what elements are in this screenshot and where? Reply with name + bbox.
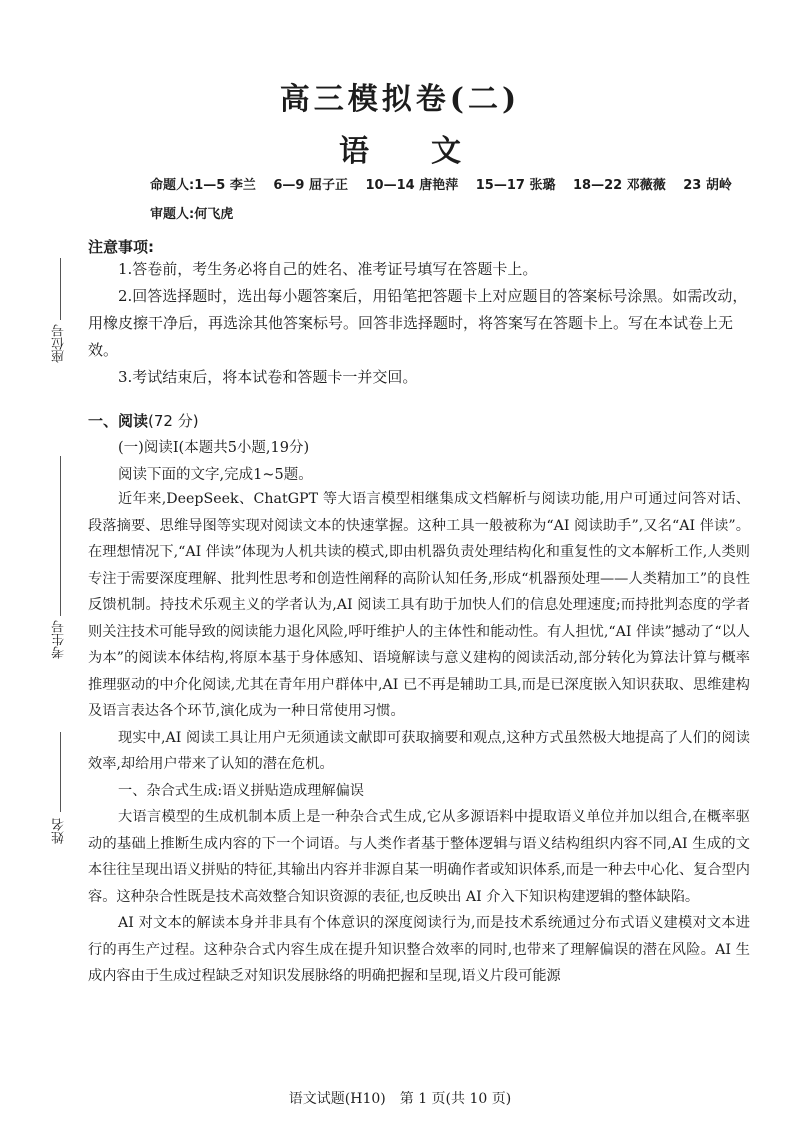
passage-paragraph: 近年来,DeepSeek、ChatGPT 等大语言模型相继集成文档解析与阅读功能,用户可通过问答对话、段落摘要、思维导图等实现对阅读文本的快速掌握。这种工具一般被称为“AI 阅读助手”,又名“AI 伴读”。在理想情况下,“AI 伴读”体现为人机共读的模式,即由机器负责处理结构化和重复性的文本解析工作,人类则专注于需要深度理解、批判性思考和创造性阐释的高阶认知任务,形成“机器预处理——人类精加工”的良性反馈机制。持技术乐观主义的学者认为,AI 阅读工具有助于加快人们的信息处理速度;而持批判态度的学者则关注技术可能导致的阅读能力退化风险,呼吁维护人的主体性和能动性。有人担忧,“AI 伴读”撼动了“以人为本”的阅读本体结构,将原本基于身体感知、语境解读与意义建构的阅读活动,部分转化为算法计算与概率推理驱动的中介化阅读,尤其在青年用户群体中,AI 已不再是辅助工具,而是已深度嵌入知识获取、思维建构及语言表达各个环节,演化成为一种日常使用习惯。 [88,491,750,719]
passage-subheading: 一、杂合式生成:语义拼贴造成理解偏误 [118,782,364,799]
passage-paragraph: 现实中,AI 阅读工具让用户无须通读文献即可获取摘要和观点,这种方式虽然极大地提高了人们的阅读效率,却给用户带来了认知的潜在危机。 [88,729,750,772]
seat-number-label: 座位号 [52,324,67,363]
passage-paragraph: 大语言模型的生成机制本质上是一种杂合式生成,它从多源语料中提取语义单位并加以组合,在概率驱动的基础上推断生成内容的下一个词语。与人类作者基于整体逻辑与语义结构组织内容不同,AI 生成的文本往往呈现出语义拼贴的特征,其输出内容并非源自某一明确作者或知识体系,而是一种去中心化、复合型内容。这种杂合性既是技术高效整合知识资源的表征,也反映出 AI 介入下知识构建逻辑的整体缺陷。 [88,809,750,905]
notice-item: 3.考试结束后，将本试卷和答题卡一并交回。 [118,368,418,386]
setter-entry: 15—17 张璐 [475,178,556,193]
setter-entry: 23 胡岭 [683,178,732,193]
reading-instruction: 阅读下面的文字,完成1~5题。 [118,467,313,483]
notice-item: 2.回答选择题时，选出每小题答案后，用铅笔把答题卡上对应题目的答案标号涂黑。如需改动，用橡皮擦干净后，再选涂其他答案标号。回答非选择题时，将答案写在答题卡上。写在本试卷上无效。 [88,287,748,359]
section-title [88,410,199,431]
notice-item: 1.答卷前，考生务必将自己的姓名、准考证号填写在答题卡上。 [118,260,538,278]
seat-number-line [60,258,61,320]
reviewer: 审题人:何飞虎 [150,207,234,222]
subject-char-1: 语 [339,134,369,169]
setter-entry: 命题人:1—5 李兰 [150,178,256,193]
exam-number-line [60,456,61,616]
setter-entry: 18—22 邓薇薇 [573,178,666,193]
exam-title: 高三模拟卷(二) [279,82,521,117]
page-footer: 语文试题(H10) 第 1 页(共 10 页) [288,1091,512,1107]
exam-number-field[interactable] [46,456,76,671]
notice-list [88,256,748,391]
setter-entry: 6—9 屈子正 [273,178,348,193]
question-setters [150,174,770,193]
section-name: 一、阅读 [88,412,149,430]
reading-passage [88,486,750,990]
subject-char-2: 文 [431,134,461,169]
name-field[interactable] [46,732,76,852]
name-label: 姓名 [52,818,67,844]
section-points: (72 分) [148,412,199,430]
name-line [60,732,61,812]
notice-title: 注意事项: [88,238,154,256]
seat-number-field[interactable] [46,258,76,378]
passage-paragraph: AI 对文本的解读本身并非具有个体意识的深度阅读行为,而是技术系统通过分布式语义建模对文本进行的再生产过程。这种杂合式内容生成在提升知识整合效率的同时,也带来了理解偏误的潜在风险。AI 生成内容由于生成过程缺乏对知识发展脉络的明确把握和呈现,语义片段可能源 [88,915,750,984]
setter-entry: 10—14 唐艳萍 [365,178,459,193]
exam-number-label: 考生号 [52,620,67,659]
subject-title [0,126,800,170]
subsection-title: (一)阅读Ⅰ(本题共5小题,19分) [118,440,310,456]
